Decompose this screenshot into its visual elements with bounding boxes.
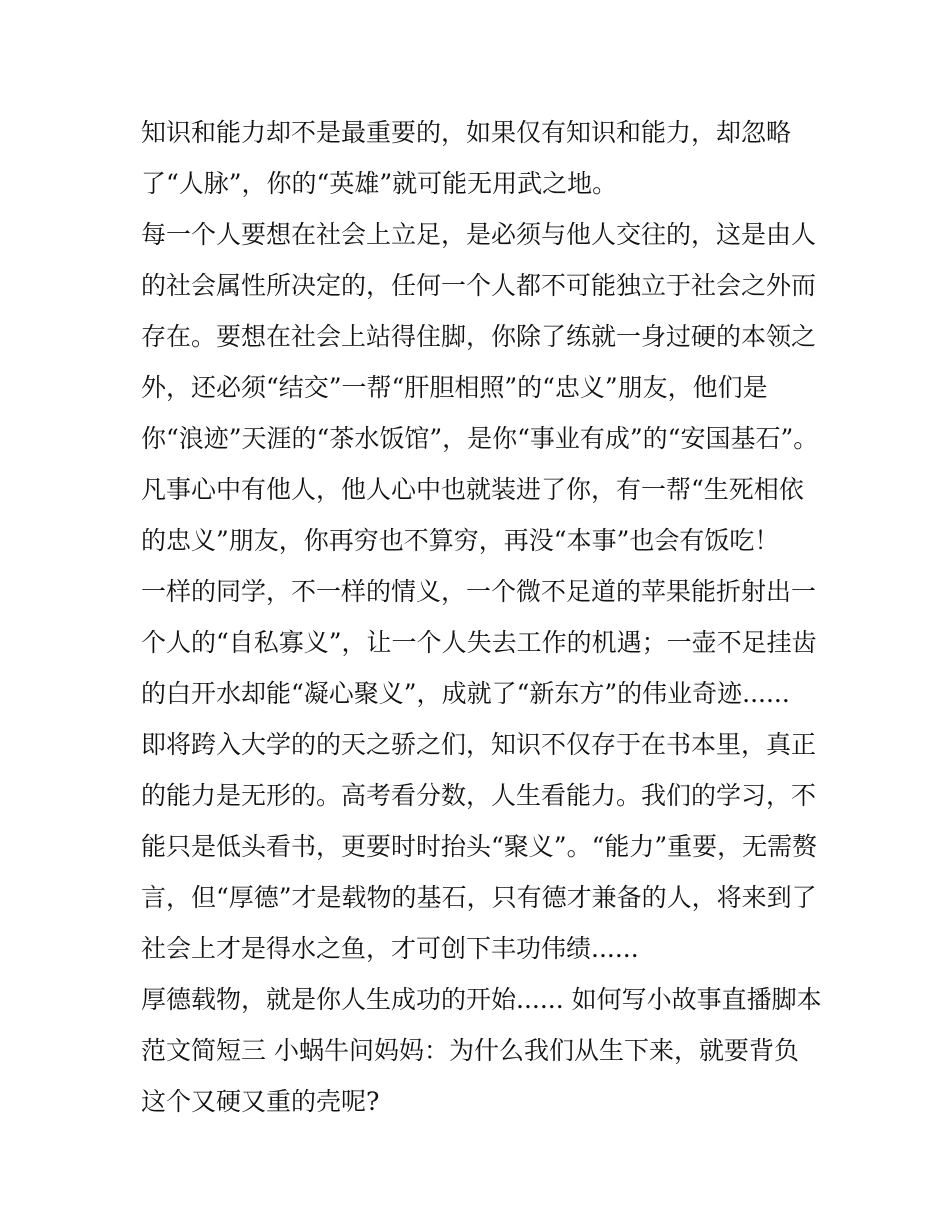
text-line: 即将跨入大学的的天之骄之们，知识不仅存于在书本里，真正: [141, 730, 817, 759]
text-line: 存在。要想在社会上站得住脚，你除了练就一身过硬的本领之: [141, 322, 817, 351]
text-line: 一样的同学，不一样的情义，一个微不足道的苹果能折射出一: [141, 577, 817, 606]
text-line: 的社会属性所决定的，任何一个人都不可能独立于社会之外而: [141, 271, 817, 300]
text-line: 厚德载物，就是你人生成功的开始...... 如何写小故事直播脚本: [141, 985, 822, 1014]
text-line: 凡事心中有他人，他人心中也就装进了你，有一帮“生死相依: [141, 475, 804, 504]
text-line: 每一个人要想在社会上立足，是必须与他人交往的，这是由人: [141, 220, 817, 249]
text-line: 个人的“自私寡义”，让一个人失去工作的机遇；一壶不足挂齿: [141, 628, 817, 657]
text-line: 你“浪迹”天涯的“茶水饭馆”，是你“事业有成”的“安国基石”。: [141, 424, 819, 453]
text-line: 的白开水却能“凝心聚义”，成就了“新东方”的伟业奇迹......: [141, 679, 790, 708]
text-line: 言，但“厚德”才是载物的基石，只有德才兼备的人，将来到了: [141, 883, 817, 912]
text-line: 的能力是无形的。高考看分数，人生看能力。我们的学习，不: [141, 781, 817, 810]
body-text: [141, 107, 821, 1127]
text-line: 能只是低头看书，更要时时抬头“聚义”。“能力”重要，无需赘: [141, 832, 818, 861]
text-line: 的忠义”朋友，你再穷也不算穷，再没“本事”也会有饭吃！: [141, 526, 780, 555]
text-line: 这个又硬又重的壳呢?: [141, 1087, 380, 1116]
text-line: 知识和能力却不是最重要的，如果仅有知识和能力，却忽略: [141, 118, 792, 147]
text-line: 范文简短三 小蜗牛问妈妈：为什么我们从生下来，就要背负: [141, 1036, 799, 1065]
text-line: 了“人脉”，你的“英雄”就可能无用武之地。: [141, 169, 618, 198]
text-line: 社会上才是得水之鱼，才可创下丰功伟绩......: [141, 934, 639, 963]
text-line: 外，还必须“结交”一帮“肝胆相照”的“忠义”朋友，他们是: [141, 373, 768, 402]
